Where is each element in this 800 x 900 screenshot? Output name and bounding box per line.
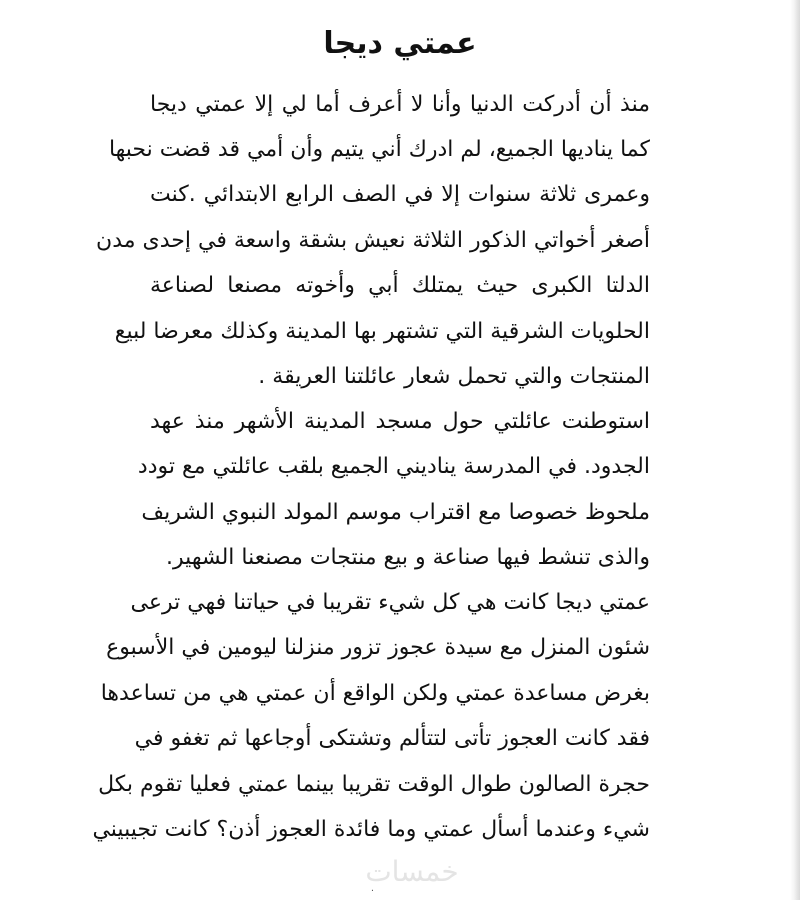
text-line: فقد كانت العجوز تأتى لتتألم وتشتكى أوجاعها ثم تغفو في <box>134 726 650 751</box>
text-line: عمتي ديجا كانت هي كل شيء تقريبا في حياتنا فهي ترعى <box>130 590 650 615</box>
text-line: حجرة الصالون طوال الوقت تقريبا بينما عمتي فعليا تقوم بكل <box>98 772 650 797</box>
text-line: شيء وعندما أسأل عمتي وما فائدة العجوز أذن؟ كانت تجيبيني <box>92 817 650 842</box>
text-line: وعمرى ثلاثة سنوات إلا في الصف الرابع الابتدائي .كنت <box>150 182 650 207</box>
text-line: استوطنت عائلتي حول مسجد المدينة الأشهر منذ عهد <box>150 409 650 434</box>
text-line: المنتجات والتي تحمل شعار عائلتنا العريقة . <box>258 364 650 389</box>
text-line: والذى تنشط فيها صناعة و بيع منتجات مصنعنا الشهير. <box>166 545 650 570</box>
watermark-logo: خمسات <box>365 855 459 888</box>
page-edge-shadow <box>790 0 800 900</box>
text-line: ملحوظ خصوصا مع اقتراب موسم المولد النبوي الشريف <box>141 500 650 525</box>
page-number-mark: · <box>370 886 374 897</box>
text-line: أصغر أخواتي الذكور الثلاثة نعيش بشقة واسعة في إحدى مدن <box>96 228 650 253</box>
page-title: عمتي ديجا <box>323 26 477 61</box>
text-line: منذ أن أدركت الدنيا وأنا لا أعرف أما لي إلا عمتي ديجا <box>150 92 650 117</box>
text-line: الدلتا الكبرى حيث يمتلك أبي وأخوته مصنعا لصناعة <box>150 273 650 298</box>
text-line: كما يناديها الجميع، لم ادرك أني يتيم وأن أمي قد قضت نحبها <box>108 137 650 162</box>
text-line: الحلويات الشرقية التي تشتهر بها المدينة وكذلك معرضا لبيع <box>114 319 650 344</box>
text-line: بغرض مساعدة عمتي ولكن الواقع أن عمتي هي من تساعدها <box>100 681 650 706</box>
text-line: الجدود. في المدرسة يناديني الجميع بلقب عائلتي مع تودد <box>137 454 650 479</box>
text-line: شئون المنزل مع سيدة عجوز تزور منزلنا ليومين في الأسبوع <box>106 635 650 660</box>
